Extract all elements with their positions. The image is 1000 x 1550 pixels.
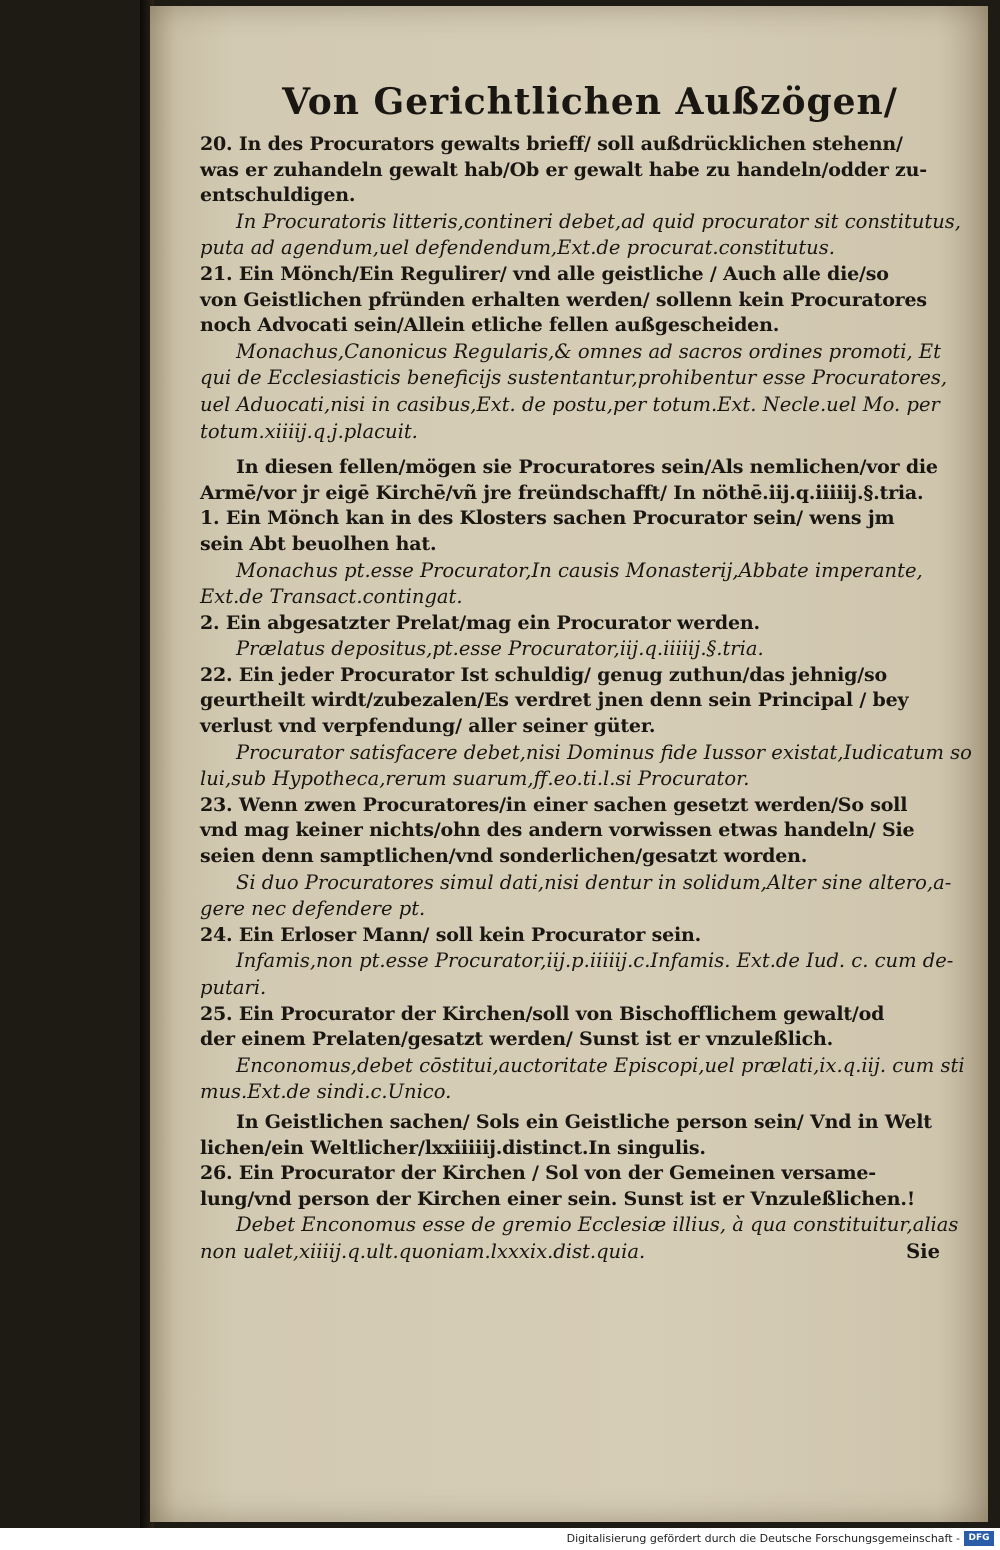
text-line: 21. Ein Mönch/Ein Regulirer/ vnd alle geistliche / Auch alle die/so xyxy=(200,262,889,285)
text-line: seien denn samptlichen/vnd sonderlichen/gesatzt worden. xyxy=(200,845,808,868)
funding-credit: Digitalisierung gefördert durch die Deutsche Forschungsgemeinschaft - xyxy=(566,1532,960,1545)
text-line: entschuldigen. xyxy=(200,184,356,207)
text-line: 20. In des Procurators gewalts brieff/ soll außdrücklichen stehenn/ xyxy=(200,133,903,155)
latin-line: Procurator satisfacere debet,nisi Dominus fide Iussor existat,Iudicatum so xyxy=(236,740,972,764)
latin-line: uel Aduocati,nisi in casibus,Ext. de postu,per totum.Ext. Necle.uel Mo. per xyxy=(200,392,940,416)
text-line: lung/vnd person der Kirchen einer sein. Sunst ist er Vnzuleßlichen.! xyxy=(200,1187,915,1210)
latin-line: qui de Ecclesiasticis beneficijs sustentantur,prohibentur esse Procuratores, xyxy=(200,366,948,390)
text-line: 25. Ein Procurator der Kirchen/soll von Bischofflichem gewalt/od xyxy=(200,1002,885,1025)
text-line: 1. Ein Mönch kan in des Klosters sachen Procurator sein/ wens jm xyxy=(200,507,895,530)
latin-line: In Procuratoris litteris,contineri debet,ad quid procurator sit constitutus, xyxy=(236,209,961,233)
page-heading: Von Gerichtlichen Außzögen/ xyxy=(282,81,898,123)
page-text xyxy=(200,78,972,1266)
latin-line: Enconomus,debet cōstitui,auctoritate Episcopi,uel prælati,ix.q.iij. cum sti xyxy=(236,1053,965,1077)
text-line: lichen/ein Weltlicher/lxxiiiiij.distinct.In singulis. xyxy=(200,1136,706,1159)
text-line: noch Advocati sein/Allein etliche fellen außgescheiden. xyxy=(200,314,780,337)
footer-bar xyxy=(0,1528,1000,1550)
latin-line xyxy=(200,1239,940,1266)
latin-line: Ext.de Transact.contingat. xyxy=(200,585,463,609)
latin-line: Monachus pt.esse Procurator,In causis Monasterij,Abbate imperante, xyxy=(236,558,923,582)
text-line: was er zuhandeln gewalt hab/Ob er gewalt habe zu handeln/odder zu- xyxy=(200,158,927,181)
latin-line-text: non ualet,xiiiij.q.ult.quoniam.lxxxix.dist.quia. xyxy=(200,1239,646,1263)
latin-line: puta ad agendum,uel defendendum,Ext.de procurat.constitutus. xyxy=(200,236,835,260)
latin-line: Prælatus depositus,pt.esse Procurator,iij.q.iiiiij.§.tria. xyxy=(236,637,764,661)
latin-line: Debet Enconomus esse de gremio Ecclesiæ illius, à qua constituitur,alias xyxy=(236,1213,959,1237)
text-line: von Geistlichen pfründen erhalten werden/ sollenn kein Procuratores xyxy=(200,288,927,311)
latin-line: lui,sub Hypotheca,rerum suarum,ff.eo.ti.l.si Procurator. xyxy=(200,767,750,791)
latin-line: totum.xiiiij.q.j.placuit. xyxy=(200,419,418,443)
latin-line: putari. xyxy=(200,976,267,999)
text-line: 23. Wenn zwen Procuratores/in einer sachen gesetzt werden/So soll xyxy=(200,793,908,816)
text-line: sein Abt beuolhen hat. xyxy=(200,532,437,555)
text-line: 26. Ein Procurator der Kirchen / Sol von der Gemeinen versame- xyxy=(200,1162,876,1185)
latin-line: Infamis,non pt.esse Procurator,iij.p.iiiiij.c.Infamis. Ext.de Iud. c. cum de- xyxy=(236,949,954,973)
latin-line: Monachus,Canonicus Regularis,& omnes ad sacros ordines promoti, Et xyxy=(236,339,941,363)
dfg-logo-icon: DFG xyxy=(964,1531,994,1546)
text-line: geurtheilt wirdt/zubezalen/Es verdret jnen denn sein Principal / bey xyxy=(200,689,909,712)
text-line: 24. Ein Erloser Mann/ soll kein Procurator sein. xyxy=(200,923,702,946)
catchword: Sie xyxy=(906,1239,940,1263)
text-line: vnd mag keiner nichts/ohn des andern vorwissen etwas handeln/ Sie xyxy=(200,819,915,842)
text-line: Armē/vor jr eigē Kirchē/vñ jre freündschafft/ In nöthē.iij.q.iiiiij.§.tria. xyxy=(200,481,924,504)
text-line: der einem Prelaten/gesatzt werden/ Sunst ist er vnzuleßlich. xyxy=(200,1028,834,1051)
latin-line: gere nec defendere pt. xyxy=(200,897,426,921)
text-line: In diesen fellen/mögen sie Procuratores sein/Als nemlichen/vor die xyxy=(236,456,938,479)
latin-line: Si duo Procuratores simul dati,nisi dentur in solidum,Alter sine altero,a- xyxy=(236,870,952,894)
latin-line: mus.Ext.de sindi.c.Unico. xyxy=(200,1080,452,1104)
text-line: 22. Ein jeder Procurator Ist schuldig/ genug zuthun/das jehnig/so xyxy=(200,663,887,686)
text-line: verlust vnd verpfendung/ aller seiner güter. xyxy=(200,715,656,738)
text-line: In Geistlichen sachen/ Sols ein Geistliche person sein/ Vnd in Welt xyxy=(236,1110,932,1133)
text-line: 2. Ein abgesatzter Prelat/mag ein Procurator werden. xyxy=(200,611,760,634)
